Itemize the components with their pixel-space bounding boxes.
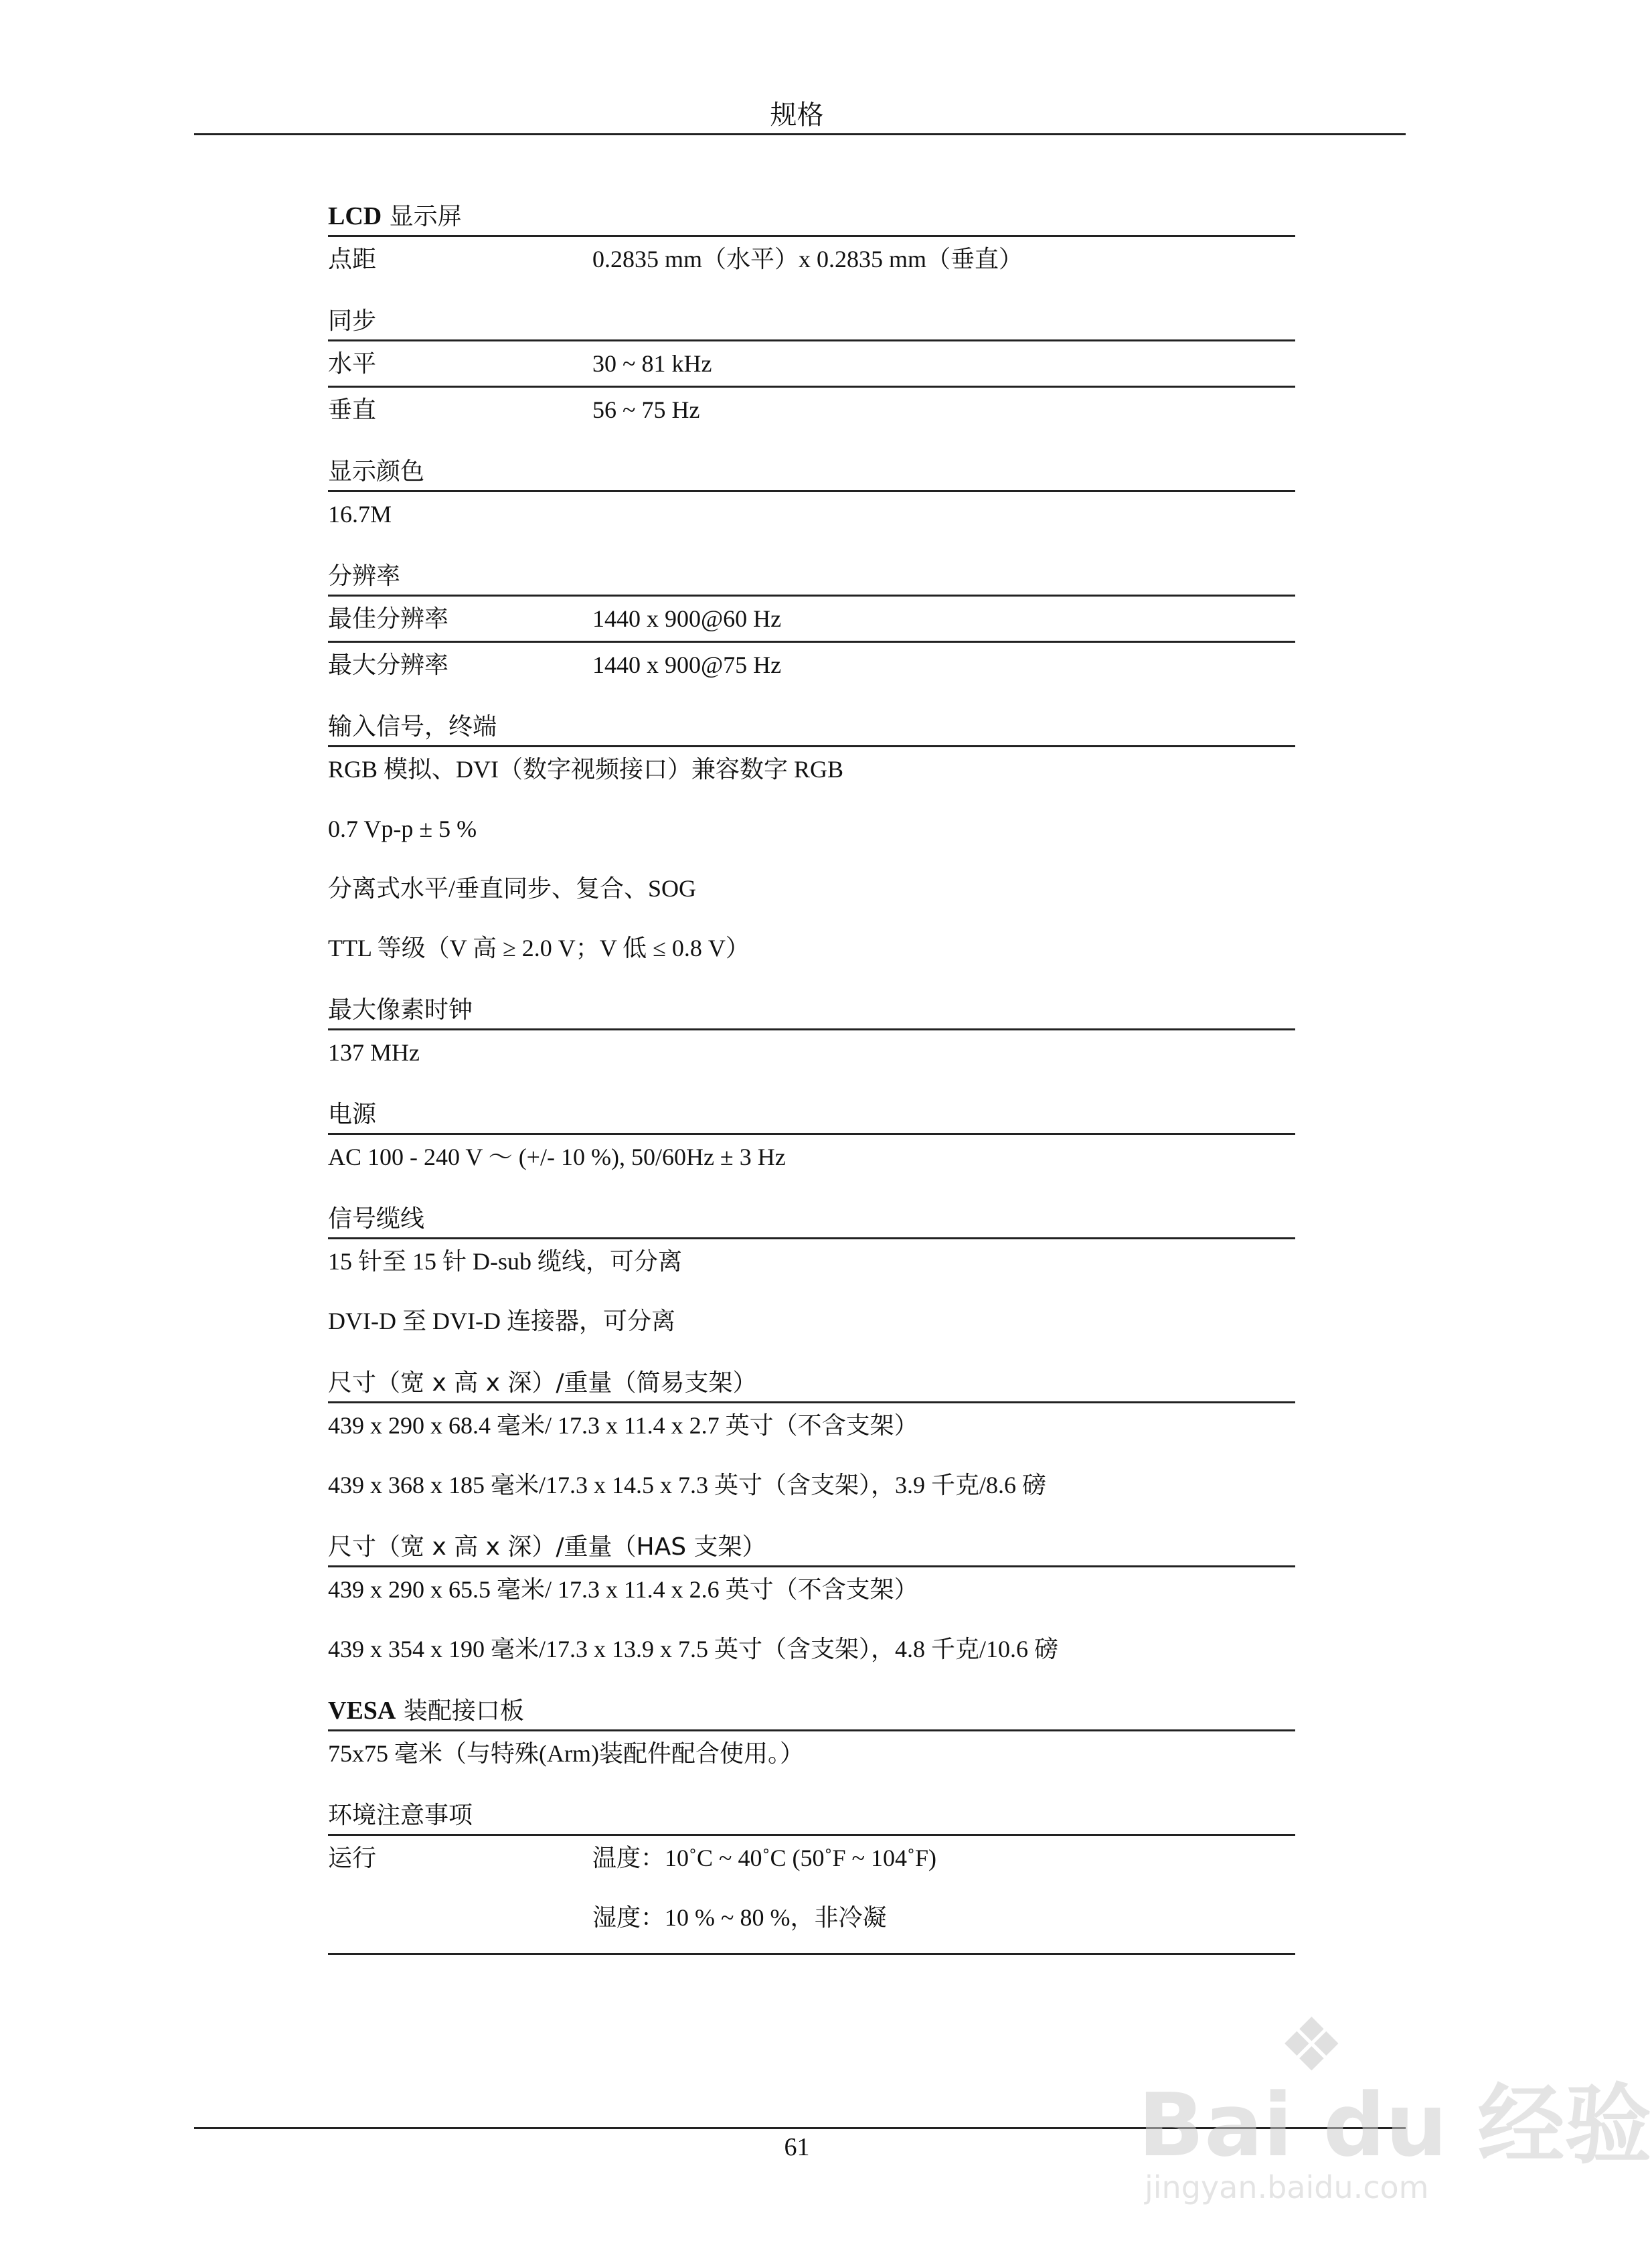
section-title: VESA 装配接口板 bbox=[328, 1690, 1295, 1731]
spec-line: 439 x 290 x 68.4 毫米/ 17.3 x 11.4 x 2.7 英寸（不含支架） bbox=[328, 1412, 918, 1439]
spec-label: 最大分辨率 bbox=[328, 651, 449, 678]
spec-line: RGB 模拟、DVI（数字视频接口）兼容数字 RGB bbox=[328, 756, 844, 783]
spec-line: TTL 等级（V 高 ≥ 2.0 V；V 低 ≤ 0.8 V） bbox=[328, 935, 750, 961]
spec-row bbox=[328, 237, 1295, 281]
section-vesa bbox=[328, 1690, 1295, 1776]
section-title: LCD 显示屏 bbox=[328, 196, 1295, 237]
spec-row bbox=[328, 643, 1295, 687]
spec-line: DVI-D 至 DVI-D 连接器，可分离 bbox=[328, 1308, 675, 1334]
spec-line: 15 针至 15 针 D-sub 缆线，可分离 bbox=[328, 1248, 682, 1275]
spec-value: 0.2835 mm（水平）x 0.2835 mm（垂直） bbox=[592, 246, 1023, 273]
section-input-signal bbox=[328, 706, 1295, 970]
spec-value: 1440 x 900@75 Hz bbox=[592, 651, 782, 678]
section-title: 分辨率 bbox=[328, 555, 1295, 597]
spec-label: 点距 bbox=[328, 246, 377, 273]
section-dimensions-has-stand bbox=[328, 1526, 1295, 1671]
section-resolution bbox=[328, 555, 1295, 687]
watermark-url: jingyan.baidu.com bbox=[1145, 2169, 1429, 2205]
header-rule bbox=[194, 133, 1406, 135]
section-environment bbox=[328, 1794, 1295, 1955]
watermark-brand: Bai du 经验 bbox=[1138, 2074, 1652, 2176]
spec-row bbox=[328, 1836, 1295, 1895]
page-header-title: 规格 bbox=[770, 100, 824, 131]
section-signal-cable bbox=[328, 1198, 1295, 1343]
spec-line: AC 100 - 240 V ～ (+/- 10 %), 50/60Hz ± 3 Hz bbox=[328, 1144, 786, 1170]
section-title: 最大像素时钟 bbox=[328, 989, 1295, 1030]
spec-line: 75x75 毫米（与特殊(Arm)装配件配合使用。） bbox=[328, 1740, 804, 1767]
section-pixel-clock bbox=[328, 989, 1295, 1075]
spec-line: 0.7 Vp-p ± 5 % bbox=[328, 815, 477, 842]
spec-row bbox=[328, 341, 1295, 388]
section-title: 电源 bbox=[328, 1093, 1295, 1135]
spec-line: 439 x 290 x 65.5 毫米/ 17.3 x 11.4 x 2.6 英寸（不含支架） bbox=[328, 1576, 918, 1603]
spec-label bbox=[328, 1895, 592, 1953]
spec-sheet bbox=[328, 196, 1295, 1974]
spec-row bbox=[328, 597, 1295, 643]
section-title: 信号缆线 bbox=[328, 1198, 1295, 1239]
spec-label: 最佳分辨率 bbox=[328, 605, 449, 632]
section-title: 尺寸（宽 x 高 x 深）/重量（HAS 支架） bbox=[328, 1526, 1295, 1567]
spec-value: 湿度：10 % ~ 80 %，非冷凝 bbox=[592, 1904, 887, 1931]
section-title: 尺寸（宽 x 高 x 深）/重量（简易支架） bbox=[328, 1362, 1295, 1403]
spec-line: 分离式水平/垂直同步、复合、SOG bbox=[328, 875, 697, 902]
page-number: 61 bbox=[784, 2133, 810, 2161]
spec-value: 56 ~ 75 Hz bbox=[592, 396, 700, 423]
section-sync bbox=[328, 300, 1295, 432]
spec-value: 1440 x 900@60 Hz bbox=[592, 605, 782, 632]
spec-line: 439 x 368 x 185 毫米/17.3 x 14.5 x 7.3 英寸（含支架），3.9 千克/8.6 磅 bbox=[328, 1472, 1047, 1498]
section-colors bbox=[328, 451, 1295, 536]
section-lcd bbox=[328, 196, 1295, 281]
section-title: 显示颜色 bbox=[328, 451, 1295, 492]
spec-line: 137 MHz bbox=[328, 1039, 420, 1066]
spec-label: 垂直 bbox=[328, 396, 377, 423]
spec-row bbox=[328, 388, 1295, 432]
section-power bbox=[328, 1093, 1295, 1179]
section-title: 输入信号，终端 bbox=[328, 706, 1295, 747]
spec-row bbox=[328, 1895, 1295, 1955]
section-dimensions-simple-stand bbox=[328, 1362, 1295, 1507]
spec-label: 运行 bbox=[328, 1845, 377, 1871]
spec-value: 温度：10˚C ~ 40˚C (50˚F ~ 104˚F) bbox=[592, 1845, 936, 1871]
spec-line: 16.7M bbox=[328, 501, 392, 528]
spec-value: 30 ~ 81 kHz bbox=[592, 350, 712, 377]
baidu-watermark bbox=[1138, 1982, 1652, 2223]
spec-line: 439 x 354 x 190 毫米/17.3 x 13.9 x 7.5 英寸（含支架），4.8 千克/10.6 磅 bbox=[328, 1636, 1059, 1662]
spec-label: 水平 bbox=[328, 350, 377, 377]
section-title: 同步 bbox=[328, 300, 1295, 341]
section-title: 环境注意事项 bbox=[328, 1794, 1295, 1836]
paw-icon: ❖ bbox=[1278, 2005, 1345, 2086]
